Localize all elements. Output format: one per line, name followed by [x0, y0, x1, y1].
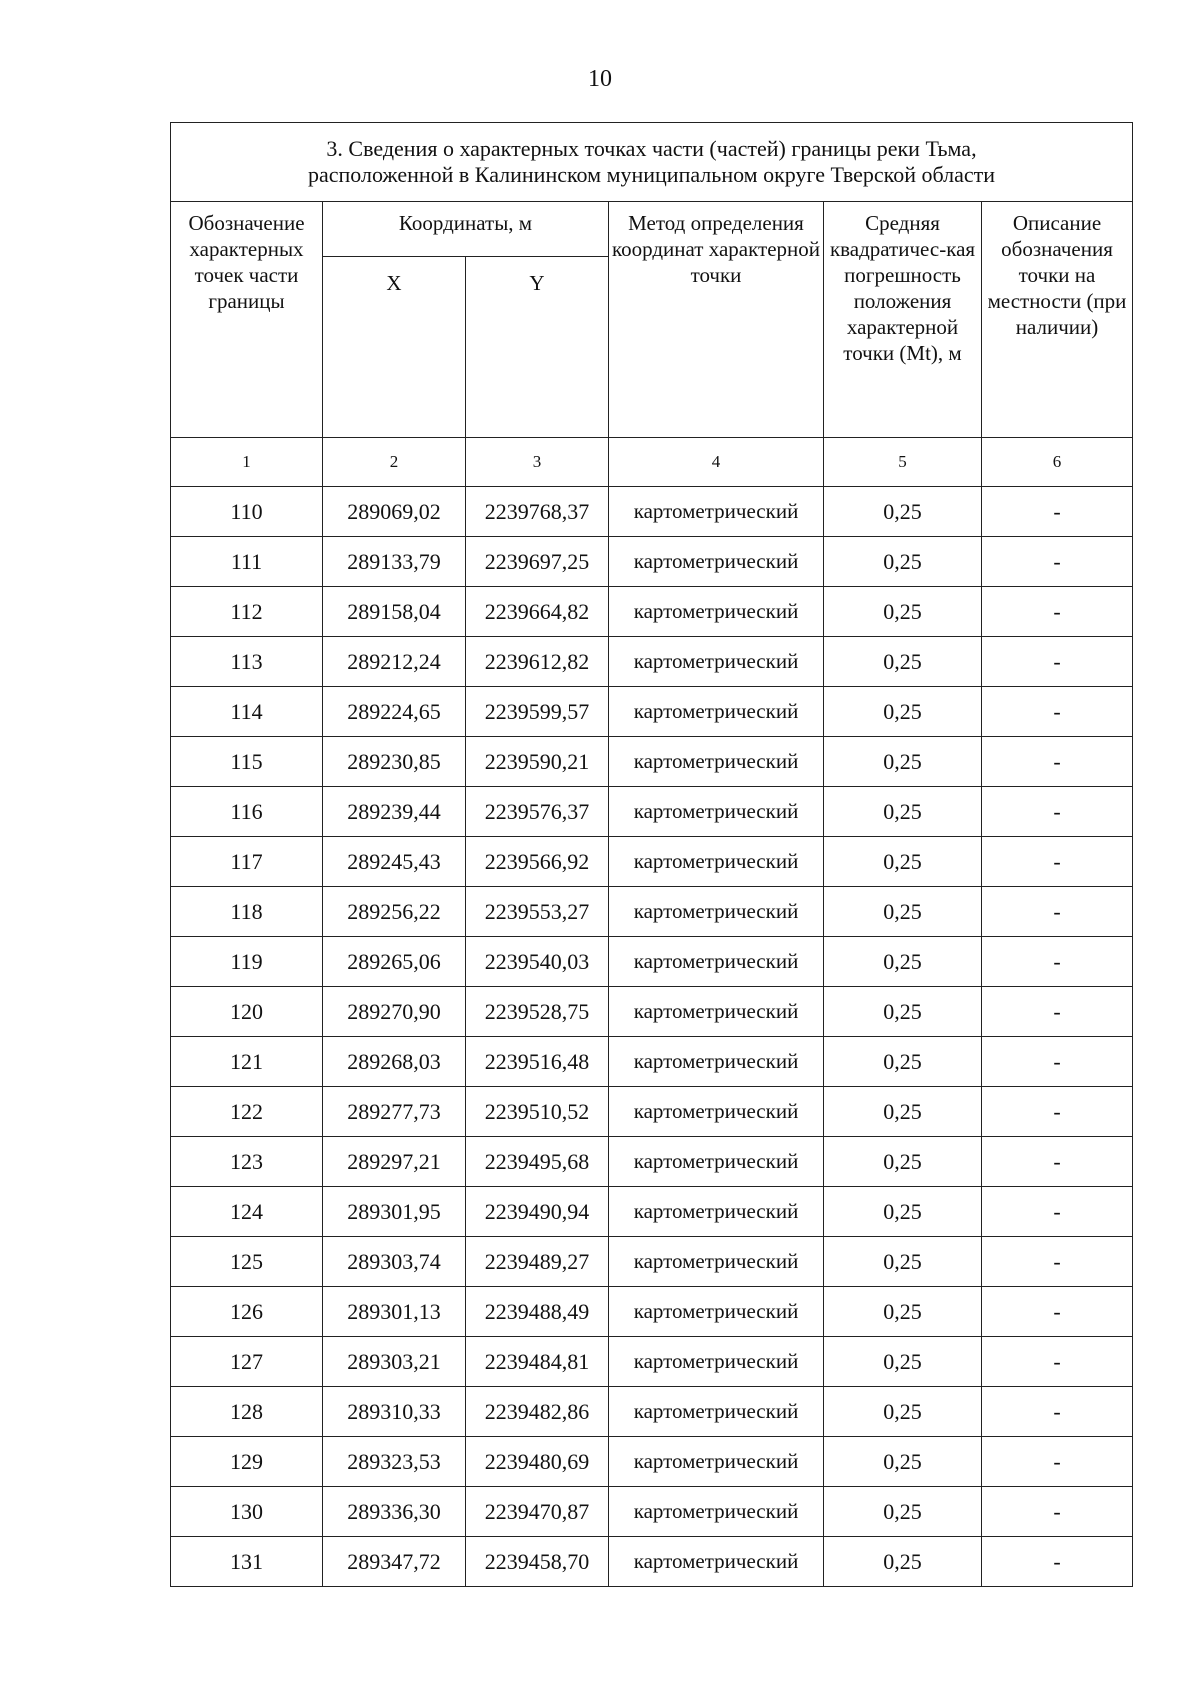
method-cell: картометрический: [609, 837, 824, 887]
point-id-cell: 116: [171, 787, 323, 837]
error-cell: 0,25: [824, 1437, 982, 1487]
point-id-cell: 113: [171, 637, 323, 687]
table-row: [171, 687, 1133, 737]
point-id-cell: 120: [171, 987, 323, 1037]
y-coordinate-cell: 2239480,69: [466, 1437, 609, 1487]
description-cell: -: [982, 987, 1133, 1037]
section-title-line-1: 3. Сведения о характерных точках части (частей) границы реки Тьма,: [326, 136, 977, 161]
point-id-cell: 130: [171, 1487, 323, 1537]
error-cell: 0,25: [824, 987, 982, 1037]
page-number: 10: [588, 66, 612, 92]
y-coordinate-cell: 2239528,75: [466, 987, 609, 1037]
x-coordinate-cell: 289277,73: [323, 1087, 466, 1137]
table-row: [171, 1487, 1133, 1537]
y-coordinate-cell: 2239495,68: [466, 1137, 609, 1187]
point-id-cell: 111: [171, 537, 323, 587]
y-coordinate-cell: 2239697,25: [466, 537, 609, 587]
column-number: 2: [323, 438, 466, 487]
error-cell: 0,25: [824, 937, 982, 987]
point-id-cell: 131: [171, 1537, 323, 1587]
error-cell: 0,25: [824, 837, 982, 887]
error-cell: 0,25: [824, 1537, 982, 1587]
error-cell: 0,25: [824, 537, 982, 587]
x-coordinate-cell: 289323,53: [323, 1437, 466, 1487]
table-row: [171, 887, 1133, 937]
method-cell: картометрический: [609, 887, 824, 937]
point-id-cell: 129: [171, 1437, 323, 1487]
description-cell: -: [982, 537, 1133, 587]
y-coordinate-cell: 2239553,27: [466, 887, 609, 937]
table-row: [171, 1337, 1133, 1387]
error-cell: 0,25: [824, 1137, 982, 1187]
method-cell: картометрический: [609, 587, 824, 637]
y-coordinate-cell: 2239489,27: [466, 1237, 609, 1287]
section-title-line-2: расположенной в Калининском муниципальном округе Тверской области: [307, 162, 996, 187]
column-number: 6: [982, 438, 1133, 487]
x-coordinate-cell: 289256,22: [323, 887, 466, 937]
description-cell: -: [982, 587, 1133, 637]
table-row: [171, 487, 1133, 537]
description-cell: -: [982, 1037, 1133, 1087]
point-id-cell: 114: [171, 687, 323, 737]
header-method: Метод определения координат характерной точки: [609, 202, 824, 438]
column-number: 3: [466, 438, 609, 487]
x-coordinate-cell: 289336,30: [323, 1487, 466, 1537]
y-coordinate-cell: 2239516,48: [466, 1037, 609, 1087]
method-cell: картометрический: [609, 637, 824, 687]
x-coordinate-cell: 289245,43: [323, 837, 466, 887]
method-cell: картометрический: [609, 1537, 824, 1587]
table-row: [171, 1037, 1133, 1087]
header-y: Y: [466, 257, 609, 438]
description-cell: -: [982, 1237, 1133, 1287]
point-id-cell: 123: [171, 1137, 323, 1187]
table-row: [171, 737, 1133, 787]
method-cell: картометрический: [609, 537, 824, 587]
x-coordinate-cell: 289158,04: [323, 587, 466, 637]
description-cell: -: [982, 1537, 1133, 1587]
y-coordinate-cell: 2239482,86: [466, 1387, 609, 1437]
table-row: [171, 1387, 1133, 1437]
header-coordinates: Координаты, м: [323, 202, 609, 257]
description-cell: -: [982, 1437, 1133, 1487]
x-coordinate-cell: 289303,74: [323, 1237, 466, 1287]
error-cell: 0,25: [824, 637, 982, 687]
point-id-cell: 127: [171, 1337, 323, 1387]
description-cell: -: [982, 837, 1133, 887]
point-id-cell: 119: [171, 937, 323, 987]
method-cell: картометрический: [609, 1137, 824, 1187]
y-coordinate-cell: 2239470,87: [466, 1487, 609, 1537]
x-coordinate-cell: 289212,24: [323, 637, 466, 687]
description-cell: -: [982, 737, 1133, 787]
table-body: [171, 487, 1133, 1587]
table-row: [171, 837, 1133, 887]
description-cell: -: [982, 1287, 1133, 1337]
point-id-cell: 124: [171, 1187, 323, 1237]
header-x: X: [323, 257, 466, 438]
error-cell: 0,25: [824, 1287, 982, 1337]
y-coordinate-cell: 2239484,81: [466, 1337, 609, 1387]
description-cell: -: [982, 1187, 1133, 1237]
point-id-cell: 118: [171, 887, 323, 937]
error-cell: 0,25: [824, 887, 982, 937]
point-id-cell: 128: [171, 1387, 323, 1437]
error-cell: 0,25: [824, 1237, 982, 1287]
table-row: [171, 587, 1133, 637]
description-cell: -: [982, 637, 1133, 687]
error-cell: 0,25: [824, 1387, 982, 1437]
table-row: [171, 787, 1133, 837]
y-coordinate-cell: 2239458,70: [466, 1537, 609, 1587]
description-cell: -: [982, 787, 1133, 837]
error-cell: 0,25: [824, 787, 982, 837]
method-cell: картометрический: [609, 687, 824, 737]
table-row: [171, 1437, 1133, 1487]
point-id-cell: 117: [171, 837, 323, 887]
x-coordinate-cell: 289268,03: [323, 1037, 466, 1087]
method-cell: картометрический: [609, 1187, 824, 1237]
error-cell: 0,25: [824, 737, 982, 787]
section-title: [171, 123, 1133, 202]
header-point-designation: Обозначение характерных точек части границы: [171, 202, 323, 438]
x-coordinate-cell: 289069,02: [323, 487, 466, 537]
table-row: [171, 1287, 1133, 1337]
y-coordinate-cell: 2239540,03: [466, 937, 609, 987]
method-cell: картометрический: [609, 787, 824, 837]
method-cell: картометрический: [609, 1487, 824, 1537]
description-cell: -: [982, 1137, 1133, 1187]
y-coordinate-cell: 2239488,49: [466, 1287, 609, 1337]
column-number: 4: [609, 438, 824, 487]
description-cell: -: [982, 1337, 1133, 1387]
method-cell: картометрический: [609, 937, 824, 987]
x-coordinate-cell: 289239,44: [323, 787, 466, 837]
x-coordinate-cell: 289297,21: [323, 1137, 466, 1187]
y-coordinate-cell: 2239590,21: [466, 737, 609, 787]
table-row: [171, 637, 1133, 687]
method-cell: картометрический: [609, 1237, 824, 1287]
description-cell: -: [982, 1087, 1133, 1137]
method-cell: картометрический: [609, 1437, 824, 1487]
x-coordinate-cell: 289301,95: [323, 1187, 466, 1237]
table-row: [171, 1087, 1133, 1137]
x-coordinate-cell: 289270,90: [323, 987, 466, 1037]
x-coordinate-cell: 289347,72: [323, 1537, 466, 1587]
error-cell: 0,25: [824, 1037, 982, 1087]
point-id-cell: 122: [171, 1087, 323, 1137]
table-row: [171, 1537, 1133, 1587]
table-row: [171, 1137, 1133, 1187]
point-id-cell: 115: [171, 737, 323, 787]
table-row: [171, 987, 1133, 1037]
y-coordinate-cell: 2239612,82: [466, 637, 609, 687]
table-caption-row: [171, 123, 1133, 202]
point-id-cell: 125: [171, 1237, 323, 1287]
x-coordinate-cell: 289310,33: [323, 1387, 466, 1437]
column-number: 5: [824, 438, 982, 487]
boundary-points-table: [170, 122, 1133, 1587]
description-cell: -: [982, 1487, 1133, 1537]
error-cell: 0,25: [824, 1487, 982, 1537]
error-cell: 0,25: [824, 487, 982, 537]
x-coordinate-cell: 289265,06: [323, 937, 466, 987]
column-number: 1: [171, 438, 323, 487]
error-cell: 0,25: [824, 687, 982, 737]
y-coordinate-cell: 2239599,57: [466, 687, 609, 737]
method-cell: картометрический: [609, 1087, 824, 1137]
method-cell: картометрический: [609, 987, 824, 1037]
header-description: Описание обозначения точки на местности (при наличии): [982, 202, 1133, 438]
description-cell: -: [982, 887, 1133, 937]
point-id-cell: 110: [171, 487, 323, 537]
table-row: [171, 537, 1133, 587]
y-coordinate-cell: 2239576,37: [466, 787, 609, 837]
method-cell: картометрический: [609, 487, 824, 537]
y-coordinate-cell: 2239768,37: [466, 487, 609, 537]
description-cell: -: [982, 687, 1133, 737]
point-id-cell: 126: [171, 1287, 323, 1337]
table-header-row: [171, 202, 1133, 257]
header-error: Средняя квадратичес-кая погрешность положения характерной точки (Mt), м: [824, 202, 982, 438]
method-cell: картометрический: [609, 737, 824, 787]
method-cell: картометрический: [609, 1337, 824, 1387]
description-cell: -: [982, 937, 1133, 987]
error-cell: 0,25: [824, 1337, 982, 1387]
error-cell: 0,25: [824, 1087, 982, 1137]
error-cell: 0,25: [824, 1187, 982, 1237]
table-row: [171, 1237, 1133, 1287]
method-cell: картометрический: [609, 1387, 824, 1437]
method-cell: картометрический: [609, 1287, 824, 1337]
table-row: [171, 937, 1133, 987]
point-id-cell: 121: [171, 1037, 323, 1087]
x-coordinate-cell: 289230,85: [323, 737, 466, 787]
x-coordinate-cell: 289303,21: [323, 1337, 466, 1387]
column-number-row: [171, 438, 1133, 487]
y-coordinate-cell: 2239664,82: [466, 587, 609, 637]
x-coordinate-cell: 289133,79: [323, 537, 466, 587]
description-cell: -: [982, 1387, 1133, 1437]
table-row: [171, 1187, 1133, 1237]
y-coordinate-cell: 2239566,92: [466, 837, 609, 887]
point-id-cell: 112: [171, 587, 323, 637]
error-cell: 0,25: [824, 587, 982, 637]
x-coordinate-cell: 289224,65: [323, 687, 466, 737]
y-coordinate-cell: 2239510,52: [466, 1087, 609, 1137]
method-cell: картометрический: [609, 1037, 824, 1087]
y-coordinate-cell: 2239490,94: [466, 1187, 609, 1237]
x-coordinate-cell: 289301,13: [323, 1287, 466, 1337]
description-cell: -: [982, 487, 1133, 537]
